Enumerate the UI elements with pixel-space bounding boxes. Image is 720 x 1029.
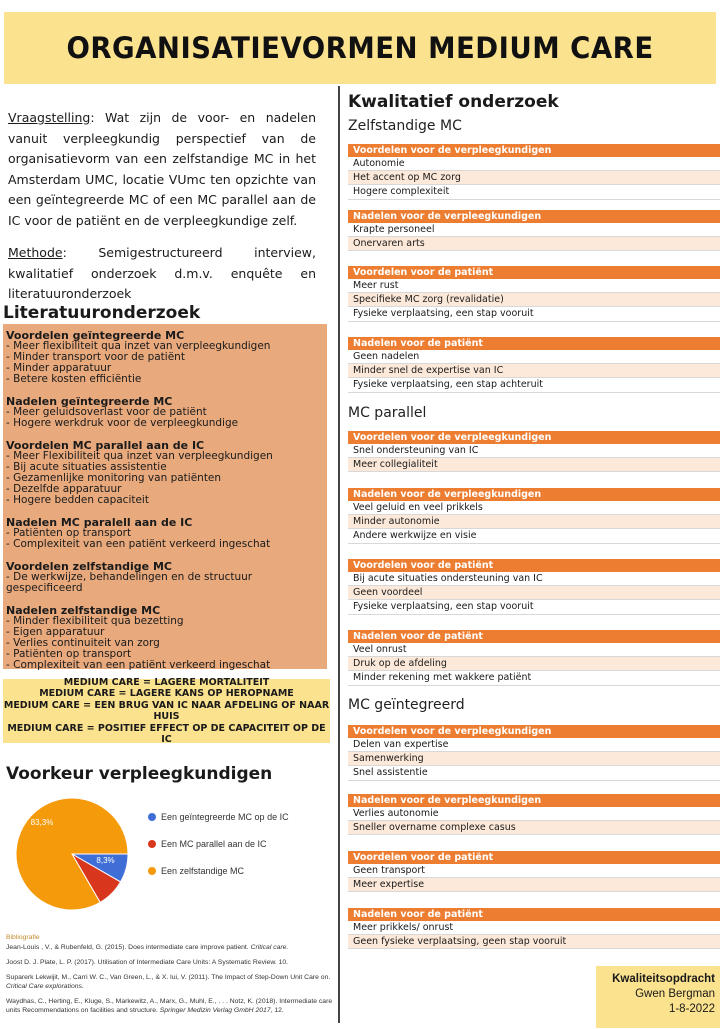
qualitative-subheading: Zelfstandige MC: [348, 118, 462, 134]
table-body: [348, 279, 720, 322]
literature-item: - Eigen apparatuur: [6, 626, 105, 638]
table-header: Voordelen voor de patiënt: [348, 266, 720, 279]
table-row: Autonomie: [348, 157, 720, 171]
literature-group-heading: Voordelen geïntegreerde MC: [6, 329, 185, 342]
table-body: [348, 501, 720, 544]
literature-group: [6, 517, 324, 550]
table-row: Fysieke verplaatsing, een stap achteruit: [348, 378, 720, 392]
table-row: Onervaren arts: [348, 237, 720, 251]
table-row: Veel geluid en veel prikkels: [348, 501, 720, 515]
intro-section: [8, 108, 316, 317]
table-row: Geen nadelen: [348, 350, 720, 364]
bibliography-source: Critical Care explorations.: [6, 983, 84, 990]
question-label: Vraagstelling: [8, 110, 91, 125]
findings-table: [348, 488, 720, 544]
table-row: Hogere complexiteit: [348, 185, 720, 199]
bibliography-text: Suparerk Lekwijit, M., Carri W. C., Van Green, L., & X. lui, V. (2011). The Impact of Step-Down Unit Care on.: [6, 974, 331, 981]
qualitative-subheading: MC geïntegreerd: [348, 697, 465, 713]
findings-table: [348, 851, 720, 892]
findings-table: [348, 210, 720, 251]
literature-group-heading: Nadelen MC paralell aan de IC: [6, 516, 193, 529]
table-row: Geen fysieke verplaatsing, geen stap vooruit: [348, 935, 720, 949]
question-text: : Wat zijn de voor- en nadelen vanuit verpleegkundig perspectief van de organisatievorm van een zelfstandige MC in het Amsterdam UMC, locatie VUmc ten opzichte van een geïntegreerde MC of een MC parallel aan de IC voor de patiënt en de verpleegkundige zelf.: [8, 110, 316, 228]
findings-table: [348, 431, 720, 472]
method-label: Methode: [8, 245, 63, 260]
table-row: Fysieke verplaatsing, een stap vooruit: [348, 600, 720, 614]
bibliography-heading: Bibliografie: [6, 934, 40, 941]
legend-label: Een geïntegreerde MC op de IC: [161, 812, 289, 822]
table-row: Snel ondersteuning van IC: [348, 444, 720, 458]
medium-care-statements: [3, 676, 330, 745]
chart-legend: [148, 812, 289, 893]
literature-group-heading: Nadelen zelfstandige MC: [6, 604, 161, 617]
literature-group: [6, 440, 324, 506]
literature-item: - Hogere werkdruk voor de verpleegkundige: [6, 417, 239, 429]
literature-item: - Betere kosten efficiëntie: [6, 373, 142, 385]
table-header: Voordelen voor de verpleegkundigen: [348, 144, 720, 157]
findings-table: [348, 337, 720, 393]
pie-chart: [10, 792, 330, 922]
bibliography-tail: 12.: [272, 1007, 284, 1014]
bibliography-entry: [6, 997, 336, 1015]
literature-group: [6, 330, 324, 385]
author-name: Gwen Bergman: [635, 988, 715, 1000]
findings-table: [348, 725, 720, 781]
bibliography-entry: [6, 943, 336, 952]
table-body: [348, 864, 720, 892]
legend-marker: [148, 840, 156, 848]
literature-group-heading: Nadelen geïntegreerde MC: [6, 395, 173, 408]
table-body: [348, 921, 720, 949]
table-row: Verlies autonomie: [348, 807, 720, 821]
literature-group: [6, 605, 324, 671]
literature-item: - Minder transport voor de patiënt: [6, 351, 185, 363]
table-row: Bij acute situaties ondersteuning van IC: [348, 572, 720, 586]
pie-data-label: 83,3%: [30, 818, 54, 827]
literature-box: [3, 324, 327, 669]
mc-statement: MEDIUM CARE = LAGERE KANS OP HEROPNAME: [39, 688, 294, 699]
literature-group-heading: Voordelen MC parallel aan de IC: [6, 439, 205, 452]
table-body: [348, 444, 720, 472]
table-row: Andere werkwijze en visie: [348, 529, 720, 543]
table-header: Voordelen voor de verpleegkundigen: [348, 725, 720, 738]
mc-statement: MEDIUM CARE = POSITIEF EFFECT OP DE CAPACITEIT OP DE IC: [7, 722, 326, 745]
findings-table: [348, 266, 720, 322]
literature-item: - Gezamenlijke monitoring van patiënten: [6, 472, 222, 484]
table-row: Druk op de afdeling: [348, 657, 720, 671]
findings-table: [348, 794, 720, 835]
qualitative-subheading: MC parallel: [348, 405, 427, 421]
table-header: Nadelen voor de verpleegkundigen: [348, 210, 720, 223]
table-body: [348, 807, 720, 835]
literature-item: - Meer flexibiliteit qua inzet van verpleegkundigen: [6, 340, 271, 352]
table-header: Nadelen voor de patiënt: [348, 908, 720, 921]
legend-label: Een zelfstandige MC: [161, 866, 245, 876]
method: [8, 243, 316, 305]
page-title: ORGANISATIEVORMEN MEDIUM CARE: [66, 31, 654, 65]
bibliography-source: Springer Medizin Verlag GmbH 2017,: [159, 1007, 273, 1014]
legend-label: Een MC parallel aan de IC: [161, 839, 267, 849]
literature-group: [6, 396, 324, 429]
table-body: [348, 350, 720, 393]
findings-table: [348, 630, 720, 686]
literature-group-heading: Voordelen zelfstandige MC: [6, 560, 172, 573]
literature-item: - Hogere bedden capaciteit: [6, 494, 149, 506]
table-row: Specifieke MC zorg (revalidatie): [348, 293, 720, 307]
method-text: : Semigestructureerd interview, kwalitatief onderzoek d.m.v. enquête en literatuuronderzoek: [8, 245, 316, 301]
assignment-box: [596, 966, 720, 1028]
table-header: Voordelen voor de verpleegkundigen: [348, 431, 720, 444]
table-body: [348, 643, 720, 686]
literature-item: - Verlies continuiteit van zorg: [6, 637, 160, 649]
findings-table: [348, 144, 720, 200]
table-row: Meer expertise: [348, 878, 720, 892]
preference-title: Voorkeur verpleegkundigen: [6, 764, 273, 784]
findings-table: [348, 908, 720, 949]
bibliography-entry: [6, 973, 336, 991]
literature-item: - Complexiteit van een patiënt verkeerd ingeschat: [6, 659, 271, 671]
table-body: [348, 738, 720, 781]
bibliography-source: Critical care.: [250, 944, 289, 951]
literature-item: - Patiënten op transport: [6, 648, 132, 660]
literature-item: - Patiënten op transport: [6, 527, 132, 539]
literature-item: - Bij acute situaties assistentie: [6, 461, 167, 473]
table-row: Geen transport: [348, 864, 720, 878]
table-header: Voordelen voor de patiënt: [348, 559, 720, 572]
table-header: Voordelen voor de patiënt: [348, 851, 720, 864]
literature-item: - De werkwijze, behandelingen en de structuur gespecificeerd: [6, 571, 253, 594]
literature-title: Literatuuronderzoek: [3, 303, 201, 323]
literature-item: - Meer Flexibiliteit qua inzet van verpleegkundigen: [6, 450, 273, 462]
table-body: [348, 223, 720, 251]
legend-entry: [148, 866, 289, 876]
table-row: Krapte personeel: [348, 223, 720, 237]
bibliography: [6, 933, 336, 1021]
table-row: Veel onrust: [348, 643, 720, 657]
table-row: Snel assistentie: [348, 766, 720, 780]
table-row: Meer collegialiteit: [348, 458, 720, 472]
table-header: Nadelen voor de verpleegkundigen: [348, 794, 720, 807]
table-row: Fysieke verplaatsing, een stap vooruit: [348, 307, 720, 321]
column-divider: [338, 86, 340, 1023]
literature-item: - Complexiteit van een patiënt verkeerd ingeschat: [6, 538, 271, 550]
title-banner: [4, 12, 716, 84]
research-question: [8, 108, 316, 231]
legend-marker: [148, 867, 156, 875]
table-row: Meer prikkels/ onrust: [348, 921, 720, 935]
findings-table: [348, 559, 720, 615]
qualitative-title: Kwalitatief onderzoek: [348, 92, 559, 112]
bibliography-text: Jean-Louis , V., & Rubenfeld, G. (2015). Does intermediate care improve patient.: [6, 944, 251, 951]
mc-statement: MEDIUM CARE = EEN BRUG VAN IC NAAR AFDELING OF NAAR HUIS: [3, 699, 330, 722]
mc-statement: MEDIUM CARE = LAGERE MORTALITEIT: [63, 676, 270, 688]
pie-svg: [10, 792, 140, 922]
legend-entry: [148, 839, 289, 849]
table-body: [348, 572, 720, 615]
table-row: Delen van expertise: [348, 738, 720, 752]
literature-item: - Minder flexibiliteit qua bezetting: [6, 615, 184, 627]
table-header: Nadelen voor de patiënt: [348, 630, 720, 643]
table-row: Minder snel de expertise van IC: [348, 364, 720, 378]
assignment-date: 1-8-2022: [668, 1003, 715, 1015]
table-row: Sneller overname complexe casus: [348, 821, 720, 835]
table-header: Nadelen voor de patiënt: [348, 337, 720, 350]
bibliography-text: Joost D. J. Plate, L. P. (2017). Utilisation of Intermediate Care Units: A Systematic Review. 10.: [6, 959, 289, 966]
pie-data-label: 8,3%: [96, 855, 115, 865]
table-row: Geen voordeel: [348, 586, 720, 600]
bibliography-entry: [6, 958, 336, 967]
assignment-label: Kwaliteitsopdracht: [612, 973, 715, 985]
legend-marker: [148, 813, 156, 821]
table-row: Minder rekening met wakkere patiënt: [348, 671, 720, 685]
literature-item: - Dezelfde apparatuur: [6, 483, 122, 495]
table-row: Minder autonomie: [348, 515, 720, 529]
table-row: Samenwerking: [348, 752, 720, 766]
literature-item: - Meer geluidsoverlast voor de patiënt: [6, 406, 207, 418]
literature-group: [6, 561, 324, 594]
table-row: Het accent op MC zorg: [348, 171, 720, 185]
bibliography-text: Waydhas, C., Herting, E., Kluge, S., Markewitz, A., Marx, G., Muhl, E., . . . Notz, K. (2018). Intermediate care units Recommendations on facilities and structure.: [6, 998, 333, 1014]
table-row: Meer rust: [348, 279, 720, 293]
table-body: [348, 157, 720, 200]
literature-item: - Minder apparatuur: [6, 362, 112, 374]
legend-entry: [148, 812, 289, 822]
table-header: Nadelen voor de verpleegkundigen: [348, 488, 720, 501]
